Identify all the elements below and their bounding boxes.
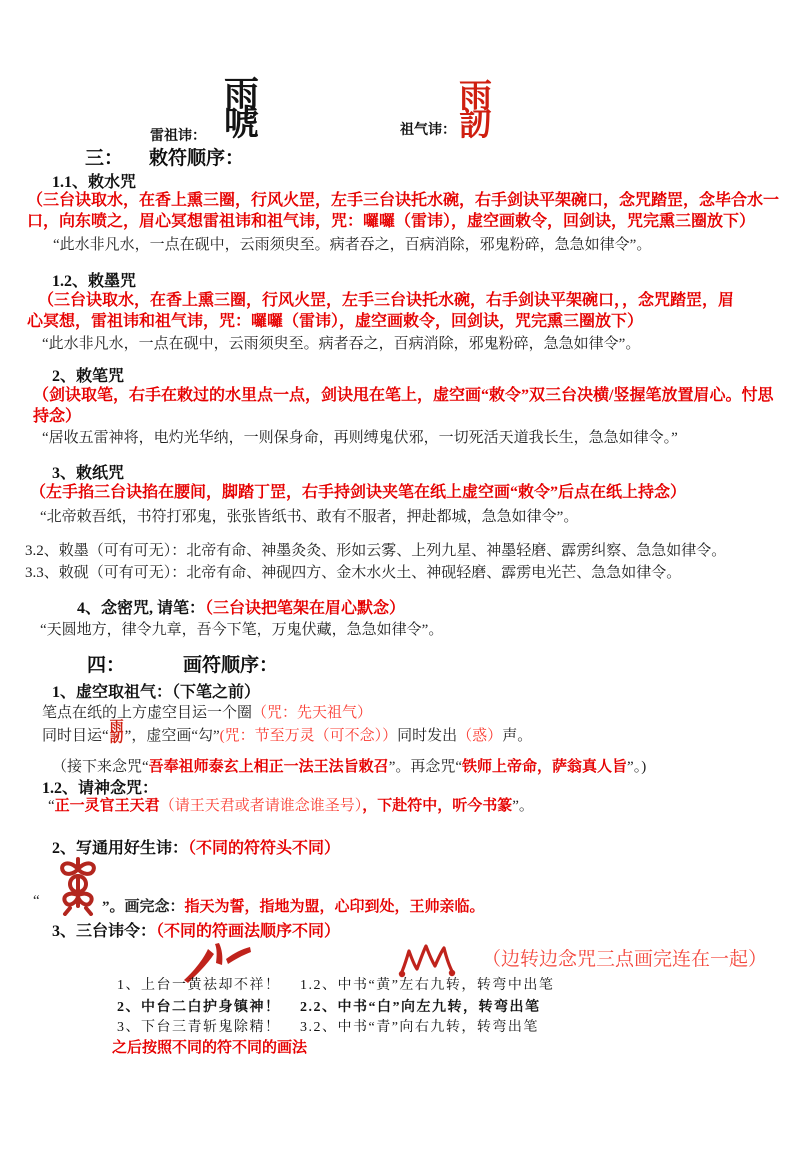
santai-row-3-right: 3.2、中书“青”向右九转，转弯出笔 [300,1020,539,1035]
item-1-1-heading: 1.1、敕水咒 [52,174,137,191]
invoke-gods-incantation [48,794,534,815]
item-4-heading-red: （三台诀把笔架在眉心默念） [205,600,406,617]
invoke-gods-heading: 1.2、请神念咒： [42,780,159,797]
line2-red2: （惑） [457,728,503,745]
item-2-heading: 2、敕笔咒 [52,368,125,385]
santai-heading-red: （不同的符画法顺序不同） [156,923,341,940]
santai-footer-note: 之后按照不同的符不同的画法 [112,1040,308,1056]
line2-black-c: 同时发出 [397,728,458,745]
leizu-hui-label: 雷祖讳： [150,129,206,144]
zuqi-hui-glyph [459,79,492,143]
line3-black-a: （接下来念咒“ [52,759,149,775]
item-3-3-line: 3.3、敕砚（可有可无）：北帝有命、神砚四方、金木水火土、神砚轻磨、霹雳电光芒、急急如律令。 [25,565,682,581]
item-3-instructions: （左手掐三台诀掐在腰间，脚踏丁罡，右手持剑诀夹笔在纸上虚空画“敕令”后点在纸上持念） [30,484,687,501]
section3-number: 三： [85,148,124,169]
item-1-2-instructions: （三台诀取水，在香上熏三圈，行风火罡，左手三台诀托水碗，右手剑诀平架碗口，，念咒踏罡，眉心冥想，雷祖讳和祖气讳，咒：囉囉（雷讳），虚空画敕令，回剑诀，咒完熏三圈放下） [27,292,735,330]
zuqi-hui-glyph-bottom: 訒 [459,106,492,143]
haosheng-quote-open: “ [33,893,40,909]
invoke-red-bold2: ，下赴符中，听今书篆 [362,798,513,814]
item-3-heading: 3、敕纸咒 [52,465,125,482]
santai-row-2-left: 2、中台二白护身镇神！ [117,1000,281,1015]
draw-step-1-heading: 1、虚空取祖气：（下笔之前） [52,684,261,701]
item-1-2-incantation: “此水非凡水，一点在砚中，云雨须臾至。病者吞之，百病消除，邪鬼粉碎，急急如律令”。 [42,336,641,352]
line2-black-b: ”，虚空画“勾” [124,728,220,745]
haosheng-mid-black: ”。画完念： [102,899,185,915]
zuqi-hui-glyph-top: 雨 [459,79,492,115]
item-2-incantation: “居收五雷神将，电灼光华纳，一则保身命，再则缚鬼伏邪，一切死活天道我长生，急急如律令。” [42,430,678,446]
item-1-2-heading: 1.2、敕墨咒 [52,273,137,290]
santai-row-1-left: 1、上台一黄祛却不祥！ [117,978,281,993]
haosheng-heading [52,835,340,858]
section4-number: 四： [87,655,126,676]
item-4-incantation: “天圆地方，律令九章，吾今下笔，万鬼伏藏，急急如律令”。 [40,622,444,638]
line3-red2: 铁师上帝命，萨翁真人旨 [462,759,628,775]
invoke-red-bold1: 正一灵官王天君 [54,798,160,814]
santai-heading-black: 3、三台讳令： [52,923,157,940]
draw-step-1-line3 [52,755,646,776]
section4-heading: 画符顺序： [183,655,279,676]
line2-red1: (咒：节至万灵（可不念）） [219,728,398,745]
zuqi-hui-inline-top: 雨 [109,720,124,735]
section4-title [87,650,278,677]
santai-row-3-left: 3、下台三青斩鬼除精！ [117,1020,281,1035]
draw-step-1-line2 [42,722,532,745]
item-2-instructions: （剑诀取笔，右手在敕过的水里点一点，剑诀甩在笔上，虚空画“敕令”双三台决横/竖握笔放置眉心。忖思持念） [33,387,774,425]
invoke-red-light: （请王天君或者请谁念谁圣号） [159,798,363,814]
item-3-incantation: “北帝敕吾纸，书符打邪鬼，张张皆纸书、敢有不服者，押赴都城，急急如律令”。 [40,509,579,525]
quote-open: “ [48,798,55,814]
zuqi-hui-inline-glyph [109,720,124,747]
santai-note: （边转边念咒三点画完连在一起） [482,949,768,970]
line1-black: 笔点在纸的上方虚空目运一个圈 [42,705,253,721]
haosheng-red: 指天为誓，指地为盟，心印到处，王帅亲临。 [184,899,485,915]
item-4-heading [77,595,405,618]
haosheng-hui-glyph [56,856,100,921]
item-1-1-incantation: “此水非凡水，一点在砚中，云雨须臾至。病者吞之，百病消除，邪鬼粉碎，急急如律令”。 [53,237,652,253]
line1-red: （咒：先天祖气） [252,705,373,721]
section3-heading: 敕符顺序： [149,148,245,169]
zuqi-hui-inline-bottom: 訒 [109,731,124,747]
zuqi-hui-label: 祖气讳： [400,123,456,138]
line3-red1: 吾奉祖师泰玄上相正一法王法旨敕召 [148,759,389,775]
haosheng-heading-red: （不同的符符头不同） [188,840,341,857]
line3-black-b: ”。再念咒“ [388,759,463,775]
section3-title [85,143,244,170]
item-4-heading-black: 4、念密咒, 请笔： [77,600,206,617]
santai-row-2-right: 2.2、中书“白”向左九转，转弯出笔 [300,1000,541,1015]
leizu-hui-glyph-bottom: 唬 [224,104,260,144]
haosheng-heading-black: 2、写通用好生讳： [52,840,189,857]
line2-black-a: 同时目运“ [42,728,109,745]
haosheng-completion-line [102,895,485,916]
line3-black-c: ”。) [627,759,647,775]
item-1-1-instructions: （三台诀取水，在香上熏三圈，行风火罡，左手三台诀托水碗，右手剑诀平架碗口，念咒踏罡，念毕合水一口，向东喷之，眉心冥想雷祖讳和祖气讳，咒：囉囉（雷讳），虚空画敕令，回剑诀，咒完熏三圈放下） [27,192,780,230]
line2-black-d: 声。 [502,728,533,745]
item-3-2-line: 3.2、敕墨（可有可无）：北帝有命、神墨灸灸、形如云雾、上列九星、神墨轻磨、霹雳纠察、急急如律令。 [25,543,727,559]
leizu-hui-glyph [224,75,260,144]
leizu-hui-glyph-top: 雨 [224,75,260,114]
draw-step-1-line1 [42,701,372,722]
quote-close: ”。 [512,798,534,814]
santai-row-1-right: 1.2、中书“黄”左右九转，转弯中出笔 [300,978,555,993]
